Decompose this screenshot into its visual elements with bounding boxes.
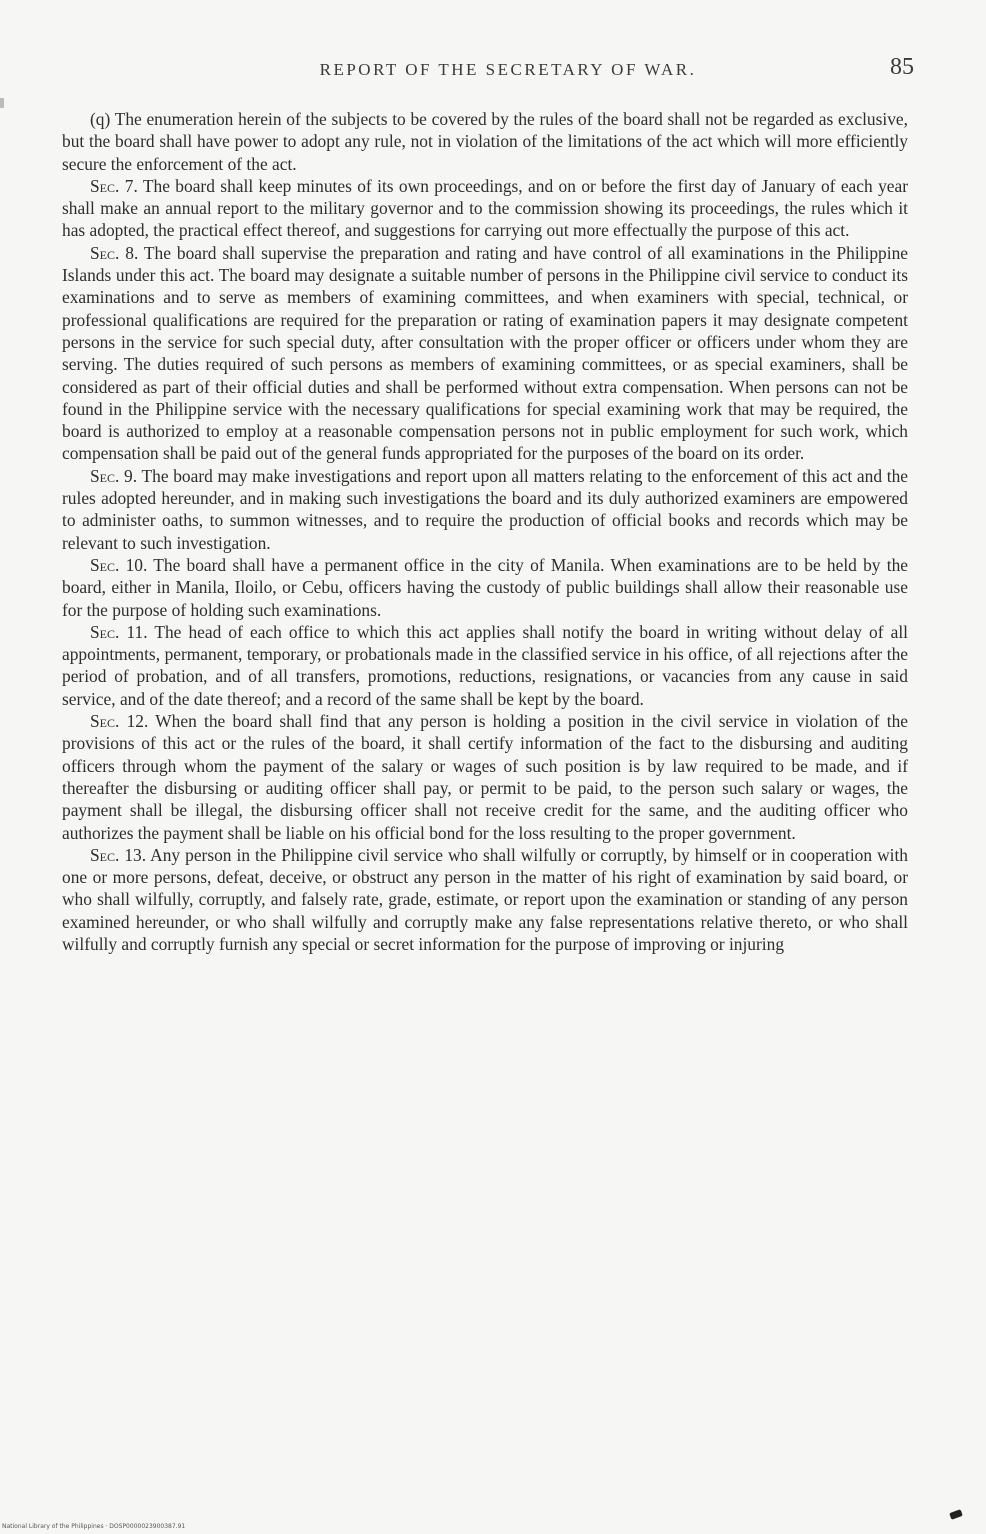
- page-header: [62, 54, 914, 90]
- section-label: Sec. 8.: [90, 242, 139, 263]
- section-label: Sec. 9.: [90, 465, 138, 486]
- paragraph-sec-7: [62, 175, 908, 242]
- scan-corner-mark: [949, 1509, 963, 1520]
- paragraph-q: [62, 108, 908, 175]
- page-number: 85: [890, 54, 914, 80]
- section-label: Sec. 7.: [90, 175, 138, 196]
- paragraph-sec-9: [62, 465, 908, 554]
- body-text: [62, 108, 908, 955]
- paragraph-sec-13: [62, 844, 908, 955]
- paragraph-text: The head of each office to which this act applies shall notify the board in writing without delay of all appointments, permanent, temporary, or probationals made in the classified service in his office, of all rejections after the period of probation, and of all transfers, promotions, reductions, resignations, or vacancies from any cause in said service, and of the date thereof; and a record of the same shall be kept by the board.: [62, 621, 908, 709]
- paragraph-text: (q) The enumeration herein of the subjects to be covered by the rules of the board shall not be regarded as exclusive, but the board shall have power to adopt any rule, not in violation of the limitations of the act which will more efficiently secure the enforcement of the act.: [62, 109, 908, 174]
- paragraph-sec-12: [62, 710, 908, 844]
- paragraph-sec-11: [62, 621, 908, 710]
- paragraph-text: The board shall keep minutes of its own proceedings, and on or before the first day of January of each year shall make an annual report to the military governor and to the commission showing its proceedings, the rules which it has adopted, the practical effect thereof, and suggestions for carrying out more effectually the purpose of this act.: [62, 175, 908, 241]
- paragraph-sec-10: [62, 554, 908, 621]
- section-label: Sec. 11.: [90, 621, 148, 642]
- section-label: Sec. 10.: [90, 554, 148, 575]
- scan-source-note: National Library of the Philippines · DOSP0000023900387.91: [2, 1523, 186, 1530]
- paragraph-text: The board shall have a permanent office in the city of Manila. When examinations are to be held by the board, either in Manila, Iloilo, or Cebu, officers having the custody of public buildings shall allow their reasonable use for the purpose of holding such examinations.: [62, 554, 908, 620]
- section-label: Sec. 13.: [90, 844, 147, 865]
- section-label: Sec. 12.: [90, 711, 149, 732]
- scan-edge-mark: [0, 98, 4, 108]
- paragraph-text: When the board shall find that any person is holding a position in the civil service in violation of the provisions of this act or the rules of the board, it shall certify information of the fact to the disbursing and auditing officers through whom the payment of the salary or wages of such position is by law required to be made, and if thereafter the disbursing or auditing officer shall pay, or permit to be paid, to the person such salary or wages, the payment shall be illegal, the disbursing officer shall not receive credit for the same, and the auditing officer who authorizes the payment shall be liable on his official bond for the loss resulting to the proper government.: [62, 711, 908, 843]
- paragraph-sec-8: [62, 242, 908, 465]
- paragraph-text: The board shall supervise the preparation and rating and have control of all examinations in the Philippine Islands under this act. The board may designate a suitable number of persons in the Philippine civil service to conduct its examinations and to serve as members of examining committees, and when examiners with special, technical, or professional qualifications are required for the preparation or rating of examination papers it may designate competent persons in the service for such special duty, after consultation with the proper officer or officers under whom they are serving. The duties required of such persons as members of examining committees, or as special examiners, shall be considered as part of their official duties and shall be performed without extra compensation. When persons can not be found in the Philippine service with the necessary qualifications for special examining work that may be required, the board is authorized to employ at a reasonable compensation persons not in public employment for such work, which compensation shall be paid out of the general funds appropriated for the purposes of the board on its order.: [62, 242, 908, 464]
- paragraph-text: Any person in the Philippine civil service who shall wilfully or corruptly, by himself or in cooperation with one or more persons, defeat, deceive, or obstruct any person in the matter of his right of examination by said board, or who shall wilfully, corruptly, and falsely rate, grade, estimate, or report upon the examination or standing of any person examined hereunder, or who shall wilfully and corruptly make any false representations relative thereto, or who shall wilfully and corruptly furnish any special or secret information for the purpose of improving or injuring: [62, 844, 908, 954]
- running-head: REPORT OF THE SECRETARY OF WAR.: [319, 60, 697, 79]
- paragraph-text: The board may make investigations and report upon all matters relating to the enforcement of this act and the rules adopted hereunder, and in making such investigations the board and its duly authorized examiners are empowered to administer oaths, to summon witnesses, and to require the production of official books and records which may be relevant to such investigation.: [62, 465, 908, 553]
